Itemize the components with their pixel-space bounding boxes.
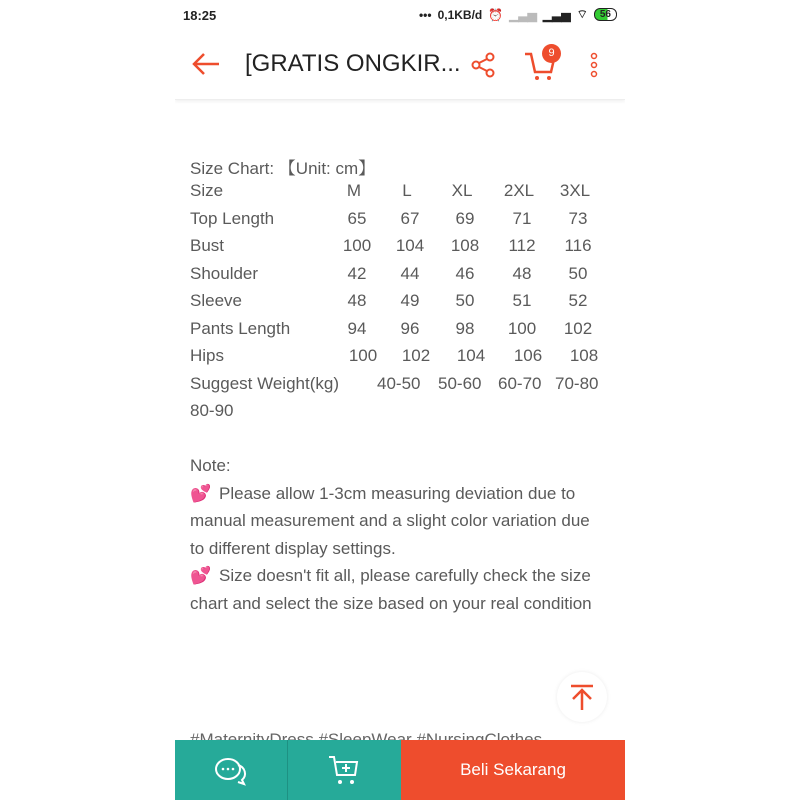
table-cell: 94 [347, 318, 367, 338]
table-cell: 65 [347, 208, 367, 228]
hearts-icon: 💕 [190, 566, 212, 585]
table-cell: 108 [569, 346, 599, 365]
alarm-icon: ⏰ [488, 7, 504, 22]
table-cell: 96 [400, 318, 420, 338]
table-cell: 44 [400, 263, 420, 283]
note-title: Note: [190, 456, 231, 475]
bottom-action-bar [175, 740, 625, 800]
status-time: 18:25 [183, 8, 217, 23]
app-bar [175, 30, 625, 100]
table-cell: 50 [568, 263, 588, 283]
chat-button[interactable] [175, 740, 288, 800]
table-cell: 100 [348, 346, 378, 365]
table-cell: 108 [450, 236, 480, 255]
notification-dots: ••• [418, 7, 432, 22]
note-line: Please allow 1-3cm measuring deviation due to [219, 484, 576, 503]
table-cell: 104 [456, 346, 486, 365]
weight-value: 50-60 [438, 373, 482, 393]
table-cell: 42 [347, 263, 367, 283]
table-cell: 102 [563, 318, 593, 338]
size-column-header: 3XL [559, 181, 591, 200]
table-cell: 100 [507, 318, 537, 338]
more-options-icon[interactable] [589, 52, 599, 80]
signal-icon-2: ▁▃▅ [542, 7, 571, 22]
row-label: Hips [190, 346, 225, 365]
table-cell: 71 [512, 208, 532, 228]
note-line: Size doesn't fit all, please carefully check the size [219, 566, 591, 585]
row-label: Shoulder [190, 263, 259, 283]
note-line: chart and select the size based on your real condition [190, 594, 592, 613]
phone-screen [175, 0, 625, 800]
table-cell: 98 [455, 318, 475, 338]
cart-count-badge: 9 [542, 44, 561, 63]
hearts-icon: 💕 [190, 484, 212, 503]
size-header-label: Size [190, 181, 224, 200]
weight-value: 70-80 [555, 373, 599, 393]
row-label: Top Length [190, 208, 275, 228]
row-label: Pants Length [190, 318, 291, 338]
signal-icon: ▁▃▅ [509, 7, 537, 22]
add-to-cart-icon [328, 755, 360, 787]
weight-value: 40-50 [377, 373, 421, 393]
table-cell: 102 [401, 346, 431, 365]
wifi-icon: ⌔ [576, 7, 588, 21]
weight-value: 80-90 [190, 401, 234, 420]
note-line: manual measurement and a slight color variation due [190, 511, 590, 530]
table-cell: 48 [512, 263, 532, 283]
status-bar [175, 0, 625, 30]
page-title: [GRATIS ONGKIR... [245, 50, 461, 77]
table-cell: 48 [347, 291, 367, 310]
scroll-to-top-button[interactable] [557, 672, 607, 722]
share-icon[interactable] [471, 52, 495, 78]
size-chart-title: Size Chart: 【Unit: cm】 [190, 159, 376, 178]
size-column-header: M [346, 181, 362, 200]
table-cell: 112 [508, 236, 536, 255]
note-line: to different display settings. [190, 539, 396, 558]
weight-label: Suggest Weight(kg) [190, 373, 339, 393]
table-cell: 100 [342, 236, 372, 255]
size-column-header: L [402, 181, 412, 200]
table-cell: 69 [455, 208, 475, 228]
table-cell: 50 [455, 291, 475, 310]
network-speed: 0,1KB/d [437, 7, 483, 22]
table-cell: 51 [512, 291, 532, 310]
table-cell: 73 [568, 208, 588, 228]
table-cell: 116 [564, 236, 592, 255]
size-column-header: XL [451, 181, 473, 200]
size-column-header: 2XL [503, 181, 535, 200]
buy-now-button[interactable]: Beli Sekarang [401, 740, 625, 800]
table-cell: 104 [395, 236, 425, 255]
row-label: Bust [190, 236, 225, 255]
add-to-cart-button[interactable] [288, 740, 401, 800]
battery-icon: 56 [594, 8, 617, 21]
back-arrow-icon[interactable] [191, 52, 221, 76]
chat-icon [214, 756, 248, 786]
arrow-up-icon [557, 672, 607, 722]
row-label: Sleeve [190, 291, 242, 310]
table-cell: 67 [400, 208, 420, 228]
table-cell: 106 [513, 346, 543, 365]
table-cell: 49 [400, 291, 420, 310]
table-cell: 46 [455, 263, 475, 283]
table-cell: 52 [568, 291, 588, 310]
weight-value: 60-70 [498, 373, 542, 393]
